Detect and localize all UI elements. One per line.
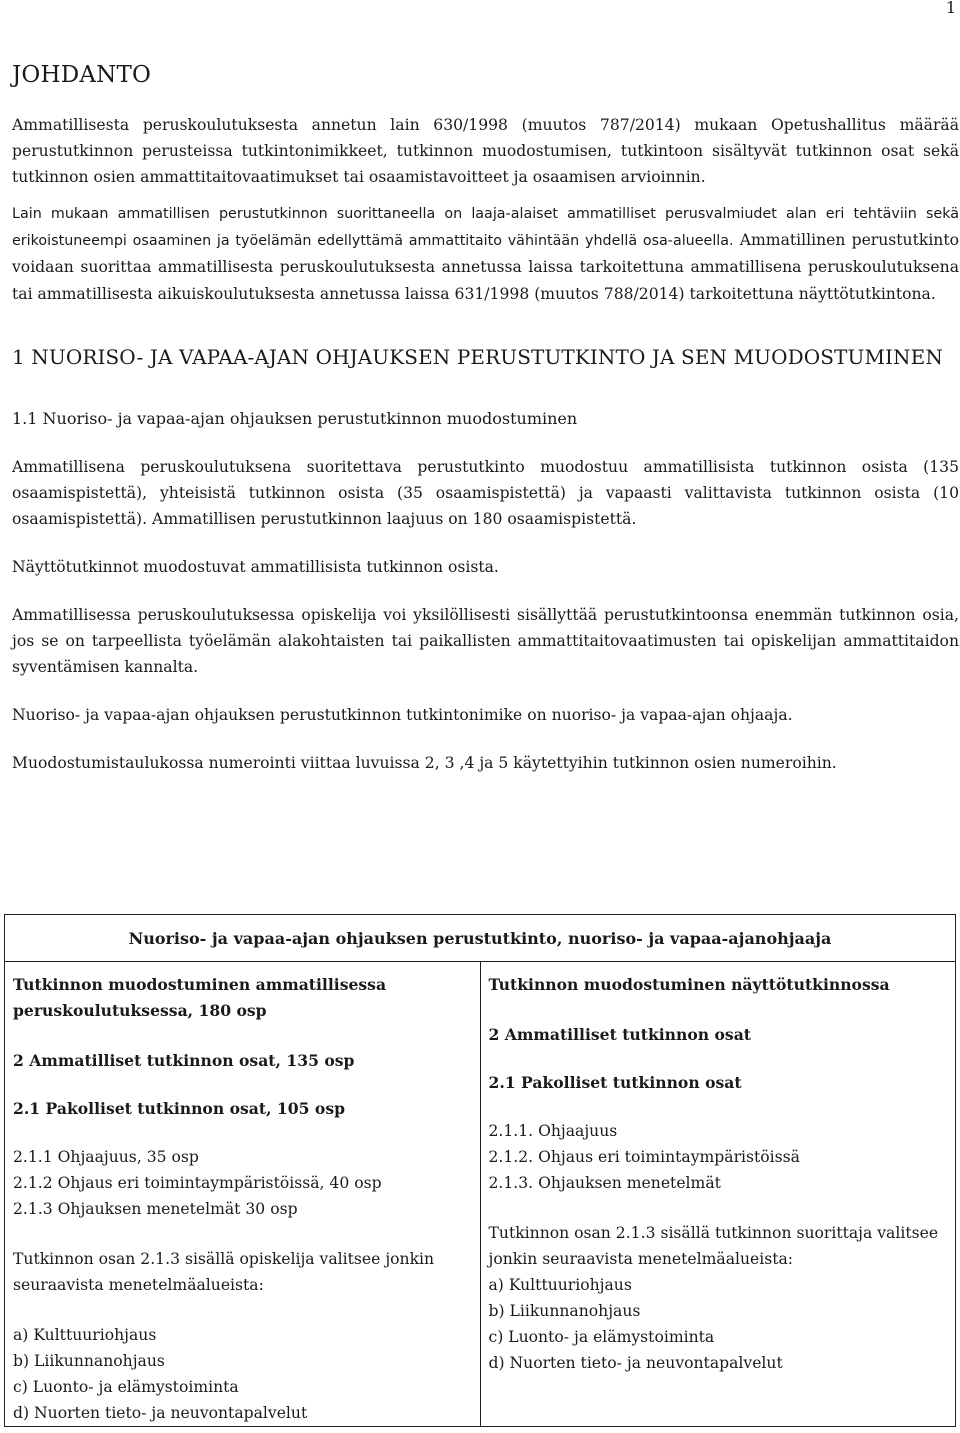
list-item: a) Kulttuuriohjaus <box>488 1276 632 1294</box>
section-paragraph-4: Nuoriso- ja vapaa-ajan ohjauksen perustutkinnon tutkintonimike on nuoriso- ja vapaa-ajan ohjaaja. <box>12 706 793 724</box>
section-paragraph-3: Ammatillisessa peruskoulutuksessa opiskelija voi yksilöllisesti sisällyttää perustutkintoonsa enemmän tutkinnon osia, jos se on tarpeellista työelämän alakohtaisten tai paikallisten ammattitaitovaatimusten tai opiskelijan ammattitaidon syventämisen kannalta. <box>12 606 959 676</box>
list-item: 2.1.3. Ohjauksen menetelmät <box>488 1174 721 1192</box>
list-item: c) Luonto- ja elämystoiminta <box>488 1328 715 1346</box>
intro-paragraph-2-serif: Ammatillinen perustutkinto voidaan suorittaa ammatillisesta peruskoulutuksesta annetussa laissa tarkoitettuna ammatillisena peruskoulutuksena tai ammatillisesta aikuiskoulutuksesta annetussa laissa 631/1998 (muutos 788/2014) tarkoitettuna näyttötutkintona. <box>12 231 960 303</box>
section-heading: 1 NUORISO- JA VAPAA-AJAN OHJAUKSEN PERUSTUTKINTO JA SEN MUODOSTUMINEN <box>12 345 943 369</box>
right-column-header: Tutkinnon muodostuminen näyttötutkinnossa <box>488 975 890 994</box>
intro-paragraph-2-sans: Lain mukaan ammatillisen perustutkinnon suorittaneella on laaja-alaiset ammatilliset perusvalmiudet alan eri tehtäviin sekä erikoistuneempi osaaminen ja työelämän edellyttämä ammattitaito vähintään yhdellä osa-alueella. <box>12 206 959 249</box>
list-item: a) Kulttuuriohjaus <box>13 1326 157 1344</box>
right-note: Tutkinnon osan 2.1.3 sisällä tutkinnon suorittaja valitsee jonkin seuraavista menetelmäalueista: <box>488 1224 939 1268</box>
list-item: d) Nuorten tieto- ja neuvontapalvelut <box>13 1404 308 1422</box>
table-title: Nuoriso- ja vapaa-ajan ohjauksen perustutkinto, nuoriso- ja vapaa-ajanohjaaja <box>5 915 956 962</box>
qualification-structure-table <box>4 914 956 1427</box>
left-column <box>5 962 481 1427</box>
left-group: 2 Ammatilliset tutkinnon osat, 135 osp <box>13 1051 355 1070</box>
left-column-header: Tutkinnon muodostuminen ammatillisessa peruskoulutuksessa, 180 osp <box>13 975 387 1020</box>
intro-title: JOHDANTO <box>12 62 152 88</box>
right-column <box>480 962 956 1427</box>
list-item: 2.1.2. Ohjaus eri toimintaympäristöissä <box>488 1148 800 1166</box>
left-items <box>13 1144 472 1222</box>
left-options <box>13 1322 472 1426</box>
intro-paragraph-1: Ammatillisesta peruskoulutuksesta annetun lain 630/1998 (muutos 787/2014) mukaan Opetushallitus määrää perustutkinnon perusteissa tutkintonimikkeet, tutkinnon muodostumisen, tutkintoon sisältyvät tutkinnon osat sekä tutkinnon osien ammattitaitovaatimukset tai osaamistavoitteet ja osaamisen arvioinnin. <box>12 116 959 186</box>
right-subgroup: 2.1 Pakolliset tutkinnon osat <box>488 1073 742 1092</box>
list-item: b) Liikunnanohjaus <box>488 1302 641 1320</box>
section-paragraph-2: Näyttötutkinnot muodostuvat ammatillisista tutkinnon osista. <box>12 558 499 576</box>
section-paragraph-5: Muodostumistaulukossa numerointi viittaa luvuissa 2, 3 ,4 ja 5 käytettyihin tutkinnon osien numeroihin. <box>12 754 837 772</box>
right-options <box>489 1272 948 1376</box>
page-number: 1 <box>945 0 956 17</box>
list-item: c) Luonto- ja elämystoiminta <box>13 1378 239 1396</box>
left-subgroup: 2.1 Pakolliset tutkinnon osat, 105 osp <box>13 1099 345 1118</box>
right-items <box>489 1118 948 1196</box>
list-item: 2.1.1 Ohjaajuus, 35 osp <box>13 1148 199 1166</box>
subsection-heading: 1.1 Nuoriso- ja vapaa-ajan ohjauksen perustutkinnon muodostuminen <box>12 409 578 428</box>
intro-paragraph-2 <box>12 201 959 308</box>
section-paragraph-1: Ammatillisena peruskoulutuksena suoritettava perustutkinto muodostuu ammatillisista tutkinnon osista (135 osaamispistettä), yhteisistä tutkinnon osista (35 osaamispistettä) ja vapaasti valittavista tutkinnon osista (10 osaamispistettä). Ammatillisen perustutkinnon laajuus on 180 osaamispistettä. <box>12 458 959 528</box>
list-item: 2.1.3 Ohjauksen menetelmät 30 osp <box>13 1200 298 1218</box>
right-group: 2 Ammatilliset tutkinnon osat <box>488 1025 752 1044</box>
list-item: 2.1.2 Ohjaus eri toimintaympäristöissä, 40 osp <box>13 1174 382 1192</box>
list-item: d) Nuorten tieto- ja neuvontapalvelut <box>488 1354 783 1372</box>
list-item: 2.1.1. Ohjaajuus <box>488 1122 618 1140</box>
document-body <box>12 62 959 776</box>
list-item: b) Liikunnanohjaus <box>13 1352 165 1370</box>
left-note: Tutkinnon osan 2.1.3 sisällä opiskelija valitsee jonkin seuraavista menetelmäalueista: <box>13 1250 435 1294</box>
